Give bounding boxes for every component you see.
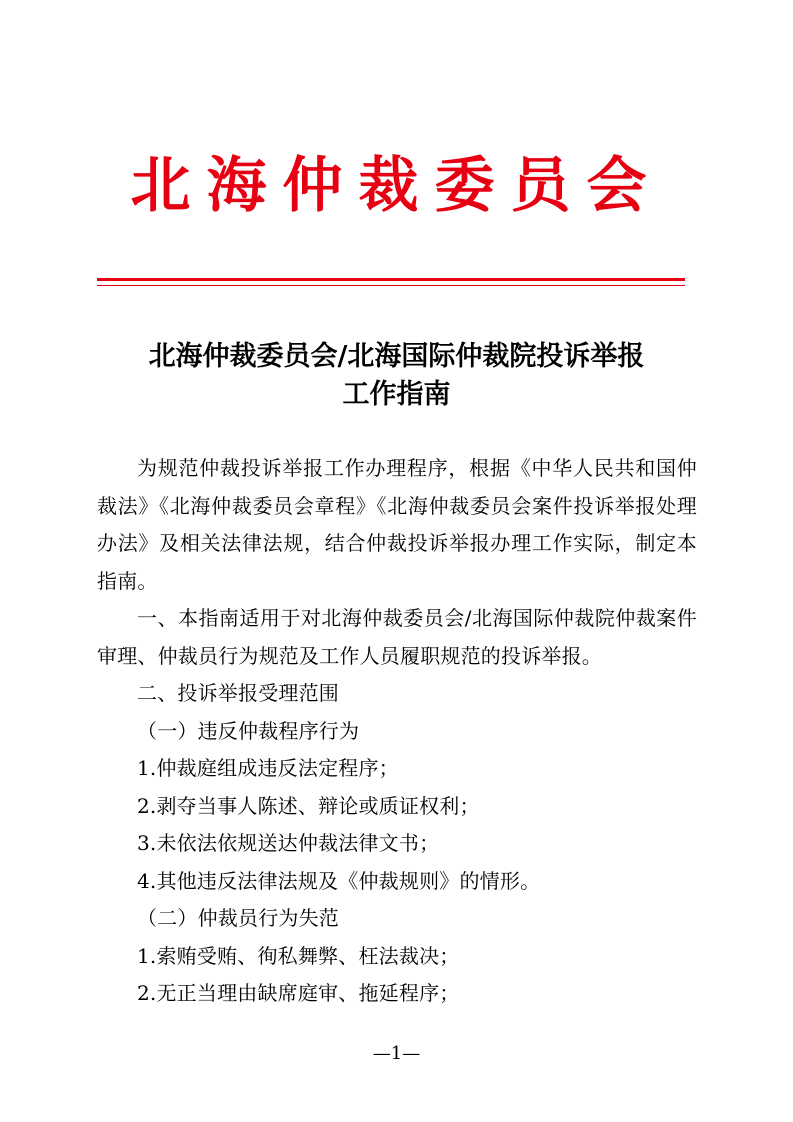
page-number: —1— xyxy=(372,1043,421,1064)
list-item: 1.索贿受贿、徇私舞弊、枉法裁决； xyxy=(137,943,460,968)
list-item: 1.仲裁庭组成违反法定程序； xyxy=(137,756,399,780)
section-heading: 二、投诉举报受理范围 xyxy=(137,681,339,705)
subsection-heading: （一）违反仲裁程序行为 xyxy=(137,718,360,743)
masthead-rule-thin xyxy=(97,285,685,286)
paragraph-scope: 一、本指南适用于对北海仲裁委员会/北海国际仲裁院仲裁案件审理、仲裁员行为规范及工作人员履职规范的投诉举报。 xyxy=(97,606,697,668)
paragraph-intro: 为规范仲裁投诉举报工作办理程序，根据《中华人民共和国仲裁法》《北海仲裁委员会章程》《北海仲裁委员会案件投诉举报处理办法》及相关法律法规，结合仲裁投诉举报办理工作实际，制定本指南。 xyxy=(97,456,697,593)
masthead-rule-thick xyxy=(97,278,685,281)
masthead-title: 北海仲裁委员会 xyxy=(130,151,663,221)
list-item: 2.无正当理由缺席庭审、拖延程序； xyxy=(137,981,460,1005)
document-body xyxy=(97,450,697,1013)
list-item: 4.其他违反法律法规及《仲裁规则》的情形。 xyxy=(137,868,541,893)
document-title-line-2: 工作指南 xyxy=(342,379,451,410)
subsection-heading: （二）仲裁员行为失范 xyxy=(137,906,339,930)
document-title-line-1: 北海仲裁委员会/北海国际仲裁院投诉举报 xyxy=(148,341,645,372)
list-item: 2.剥夺当事人陈述、辩论或质证权利； xyxy=(137,793,480,818)
list-item: 3.未依法依规送达仲裁法律文书； xyxy=(137,831,440,855)
